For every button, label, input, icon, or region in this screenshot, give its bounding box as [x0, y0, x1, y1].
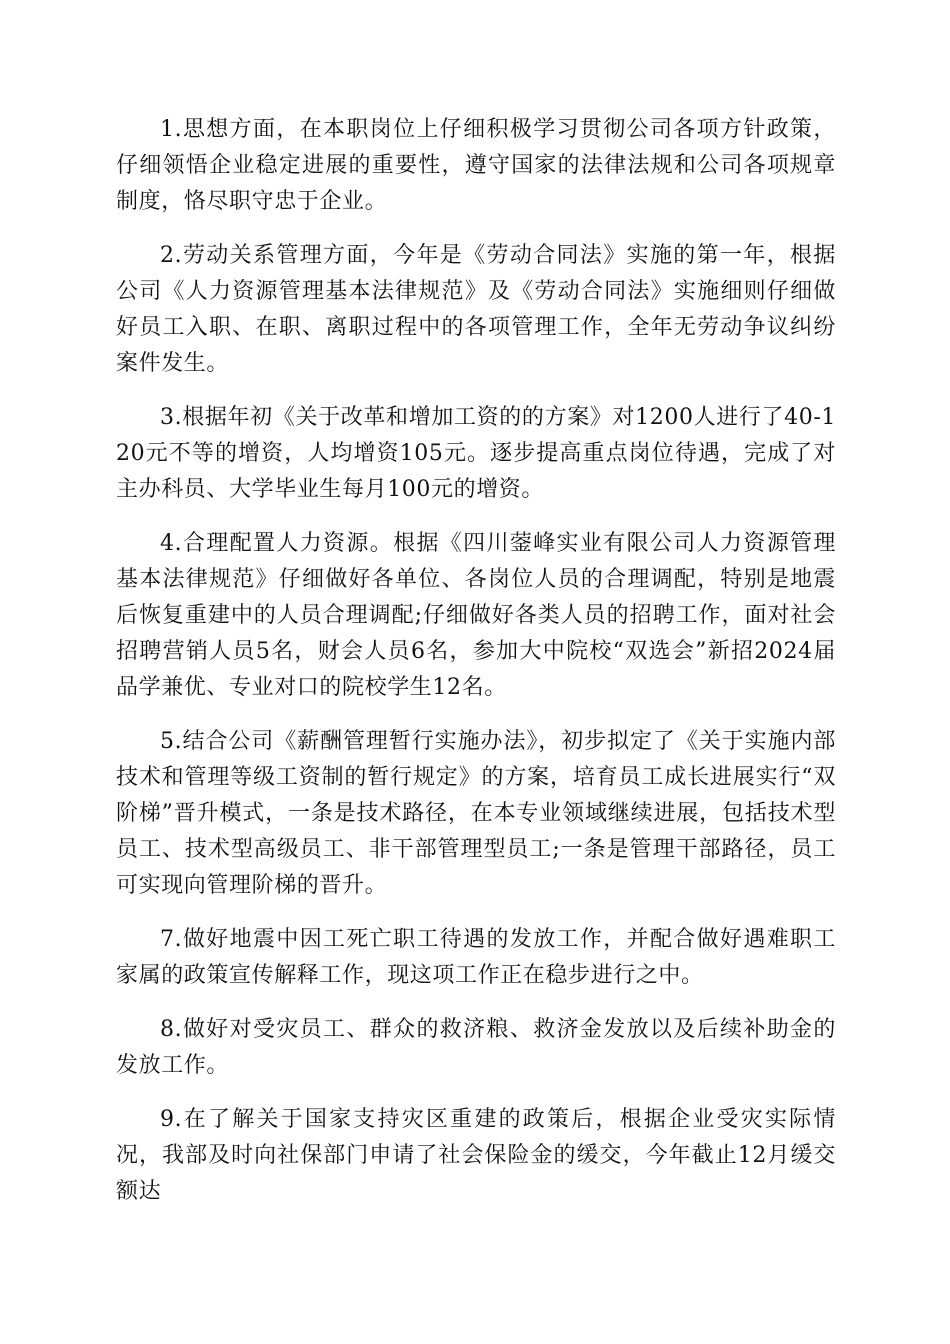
- document-body: [116, 112, 836, 1228]
- paragraph-hr-allocation: 4.合理配置人力资源。根据《四川蓥峰实业有限公司人力资源管理基本法律规范》仔细做好各单位、各岗位人员的合理调配，特别是地震后恢复重建中的人员合理调配;仔细做好各类人员的招聘工作，面对社会招聘营销人员5名，财会人员6名，参加大中院校“双选会”新招2024届品学兼优、专业对口的院校学生12名。: [116, 531, 836, 700]
- paragraph-relief-distribution: 8.做好对受灾员工、群众的救济粮、救济金发放以及后续补助金的发放工作。: [116, 1017, 836, 1078]
- paragraph-salary-increase: 3.根据年初《关于改革和增加工资的的方案》对1200人进行了40-120元不等的增资，人均增资105元。逐步提高重点岗位待遇，完成了对主办科员、大学毕业生每月100元的增资。: [116, 405, 836, 502]
- paragraph-ideology: 1.思想方面，在本职岗位上仔细积极学习贯彻公司各项方针政策，仔细领悟企业稳定进展的重要性，遵守国家的法律法规和公司各项规章制度，恪尽职守忠于企业。: [116, 117, 836, 214]
- paragraph-pay-system: 5.结合公司《薪酬管理暂行实施办法》，初步拟定了《关于实施内部技术和管理等级工资制的暂行规定》的方案，培育员工成长进展实行“双阶梯”晋升模式，一条是技术路径，在本专业领域继续进展，包括技术型员工、技术型高级员工、非干部管理型员工;一条是管理干部路径，员工可实现向管理阶梯的晋升。: [116, 729, 836, 898]
- paragraph-earthquake-benefits: 7.做好地震中因工死亡职工待遇的发放工作，并配合做好遇难职工家属的政策宣传解释工作，现这项工作正在稳步进行之中。: [116, 927, 836, 988]
- paragraph-social-insurance: 9.在了解关于国家支持灾区重建的政策后，根据企业受灾实际情况，我部及时向社保部门申请了社会保险金的缓交，今年截止12月缓交额达: [116, 1107, 836, 1204]
- paragraph-labor-relations: 2.劳动关系管理方面，今年是《劳动合同法》实施的第一年，根据公司《人力资源管理基本法律规范》及《劳动合同法》实施细则仔细做好员工入职、在职、离职过程中的各项管理工作，全年无劳动争议纠纷案件发生。: [116, 243, 836, 376]
